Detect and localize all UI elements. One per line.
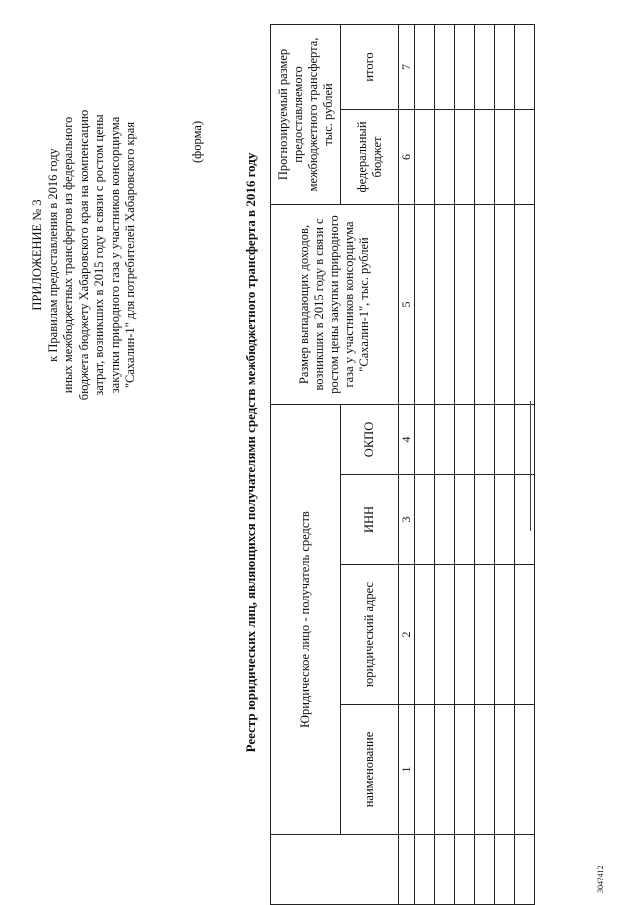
- form-note: (форма): [190, 120, 204, 163]
- number-cell: 5: [399, 204, 415, 404]
- number-cell: 4: [399, 404, 415, 474]
- header-recipient: Юридическое лицо - получатель средств: [271, 404, 341, 834]
- appendix-line: к Правилам предоставления в 2016 году: [45, 148, 60, 362]
- document-code: 304?412: [596, 865, 605, 893]
- header-forecast: Прогнозируемый размер предоставляемого межбюджетного трансферта, тыс. рублей: [271, 24, 341, 204]
- table-row: [515, 24, 535, 904]
- header-name: наименование: [341, 705, 399, 835]
- appendix-line: иных межбюджетных трансфертов из федерального: [61, 116, 75, 394]
- number-cell: 6: [399, 109, 415, 204]
- table-row: [495, 24, 515, 904]
- register-table: [270, 24, 535, 905]
- number-cell: 7: [399, 24, 415, 109]
- number-cell: 1: [399, 705, 415, 835]
- table-row: [475, 24, 495, 904]
- header-federal: федеральный бюджет: [341, 109, 399, 204]
- signature-line: [530, 401, 531, 531]
- appendix-line: закупки природного газа у участников консорциума: [107, 116, 122, 394]
- appendix-title: ПРИЛОЖЕНИЕ № 3: [30, 199, 44, 311]
- table-row: [415, 24, 435, 904]
- appendix-line: бюджета бюджету Хабаровского края на компенсацию: [76, 109, 91, 401]
- header-okpo: ОКПО: [341, 404, 399, 474]
- appendix-line: затрат, возникших в 2015 году в связи с ростом цены: [92, 114, 106, 396]
- header-total: итого: [341, 24, 399, 109]
- register-title: Реестр юридических лиц, являющихся получателями средств межбюджетного трансферта в 2016 году: [243, 152, 258, 753]
- header-address: юридический адрес: [341, 565, 399, 705]
- number-cell: 2: [399, 565, 415, 705]
- appendix-line: "Сахалин-1" для потребителей Хабаровского края: [123, 121, 137, 389]
- table-row: [455, 24, 475, 904]
- row-stub: [271, 835, 399, 905]
- number-cell: [399, 835, 415, 905]
- number-cell: 3: [399, 475, 415, 565]
- header-inn: ИНН: [341, 475, 399, 565]
- appendix-header: [30, 105, 139, 405]
- table-row: [435, 24, 455, 904]
- header-lost-income: Размер выпадающих доходов, возникших в 2015 году в связи с ростом цены закупки природного газа у участников консорциума "Сахалин-1", тыс. рублей: [271, 204, 399, 404]
